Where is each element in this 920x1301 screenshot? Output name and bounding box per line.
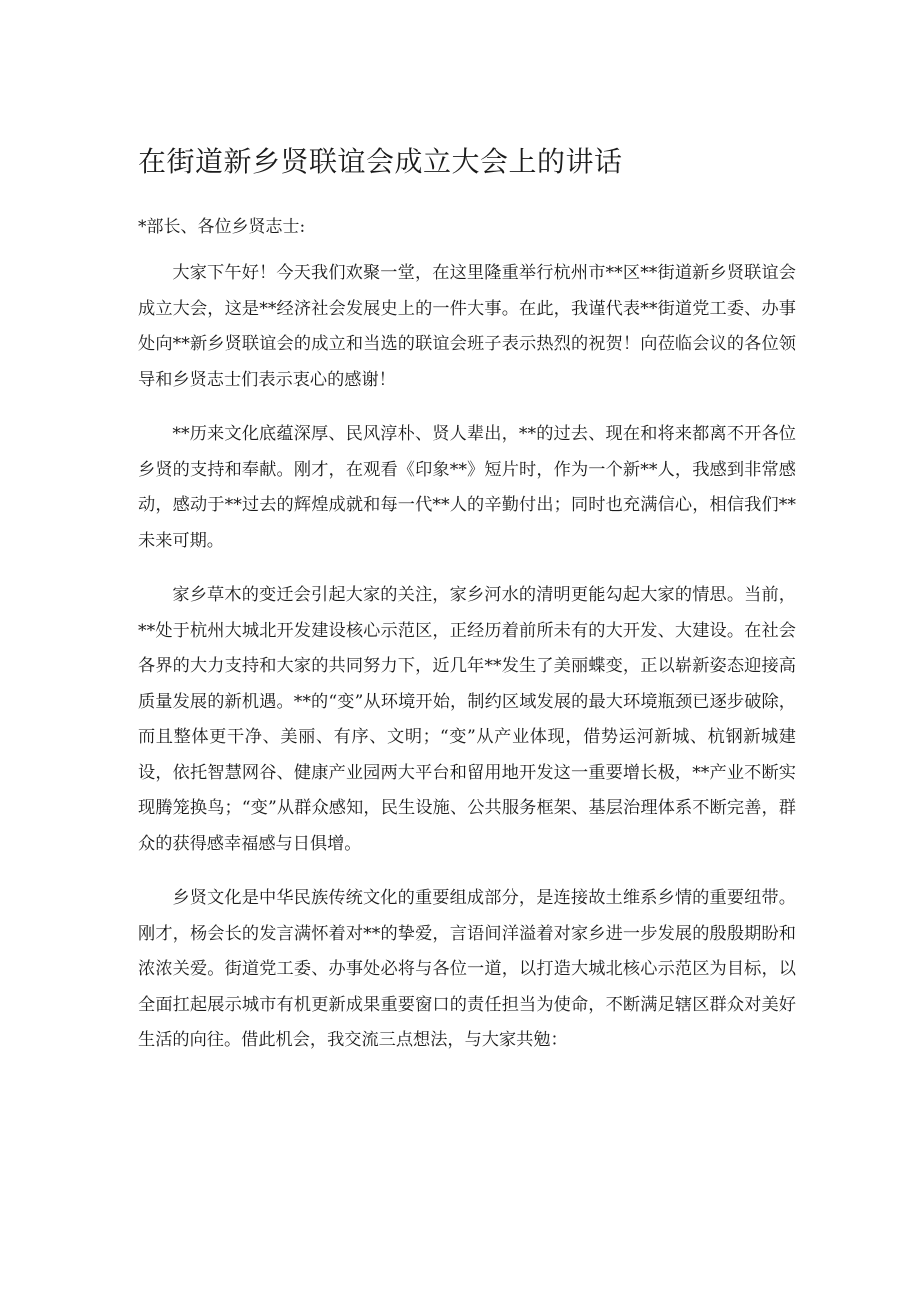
paragraph-4: 乡贤文化是中华民族传统文化的重要组成部分，是连接故土维系乡情的重要纽带。刚才，杨会长的发言满怀着对**的挚爱，言语间洋溢着对家乡进一步发展的殷殷期盼和浓浓关爱。街道党工委、办事处必将与各位一道，以打造大城北核心示范区为目标，以全面扛起展示城市有机更新成果重要窗口的责任担当为使命，不断满足辖区群众对美好生活的向往。借此机会，我交流三点想法，与大家共勉： (138, 888, 796, 1050)
document-body (138, 256, 796, 1078)
paragraph-1: 大家下午好！今天我们欢聚一堂，在这里隆重举行杭州市**区**街道新乡贤联谊会成立大会，这是**经济社会发展史上的一件大事。在此，我谨代表**街道党工委、办事处向**新乡贤联谊会的成立和当选的联谊会班子表示热烈的祝贺！向莅临会议的各位领导和乡贤志士们表示衷心的感谢！ (138, 263, 796, 390)
paragraph-2: **历来文化底蕴深厚、民风淳朴、贤人辈出，**的过去、现在和将来都离不开各位乡贤的支持和奉献。刚才，在观看《印象**》短片时，作为一个新**人，我感到非常感动，感动于**过去的辉煌成就和每一代**人的辛勤付出；同时也充满信心，相信我们**未来可期。 (138, 424, 796, 551)
document-title: 在街道新乡贤联谊会成立大会上的讲话 (138, 145, 623, 178)
paragraph-3: 家乡草木的变迁会引起大家的关注，家乡河水的清明更能勾起大家的情思。当前，**处于杭州大城北开发建设核心示范区，正经历着前所未有的大开发、大建设。在社会各界的大力支持和大家的共同努力下，近几年**发生了美丽蝶变，正以崭新姿态迎接高质量发展的新机遇。**的“变”从环境开始，制约区域发展的最大环境瓶颈已逐步破除，而且整体更干净、美丽、有序、文明；“变”从产业体现，借势运河新城、杭钢新城建设，依托智慧网谷、健康产业园两大平台和留用地开发这一重要增长极，**产业不断实现腾笼换鸟；“变”从群众感知，民生设施、公共服务框架、基层治理体系不断完善，群众的获得感幸福感与日俱增。 (138, 585, 796, 854)
salutation: *部长、各位乡贤志士: (138, 217, 306, 237)
